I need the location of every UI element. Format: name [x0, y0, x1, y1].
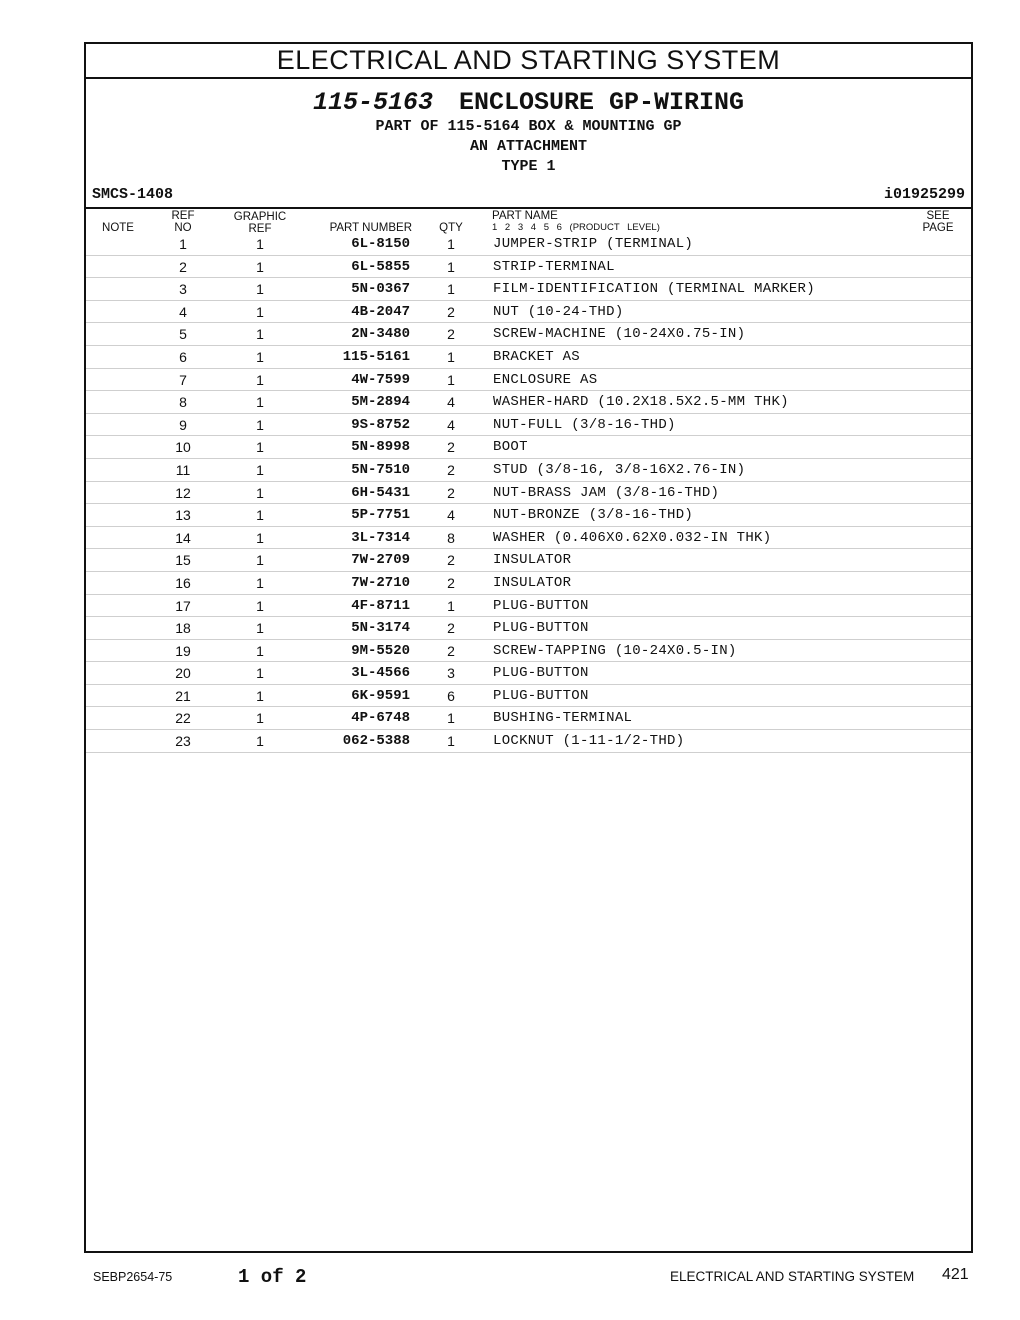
qty-cell: 1 — [447, 281, 455, 298]
table-row — [86, 414, 971, 437]
qty-cell: 2 — [447, 461, 455, 478]
section-title: ELECTRICAL AND STARTING SYSTEM — [86, 44, 971, 79]
part-number-cell: 062-5388 — [342, 733, 410, 750]
graphic-ref-cell: 1 — [256, 326, 264, 343]
footer-doc-id: SEBP2654-75 — [93, 1270, 173, 1284]
part-name-cell: NUT (10-24-THD) — [493, 303, 624, 320]
part-name-cell: WASHER (0.406X0.62X0.032-IN THK) — [493, 529, 772, 546]
graphic-ref-cell: 1 — [256, 597, 264, 614]
group-name: ENCLOSURE GP-WIRING — [458, 88, 745, 117]
part-number-cell: 4F-8711 — [351, 597, 410, 614]
col-see-page: SEE PAGE — [922, 210, 954, 234]
qty-cell: 1 — [447, 348, 455, 365]
graphic-ref-cell: 1 — [256, 258, 264, 275]
part-number-cell: 5P-7751 — [351, 507, 410, 524]
graphic-ref-cell: 1 — [256, 710, 264, 727]
table-row — [86, 256, 971, 279]
graphic-ref-cell: 1 — [256, 733, 264, 750]
graphic-ref-cell: 1 — [256, 394, 264, 411]
ref-no-cell: 23 — [175, 733, 191, 750]
table-row — [86, 617, 971, 640]
header-rule — [86, 207, 971, 209]
part-number-cell: 6K-9591 — [351, 687, 410, 704]
part-number-cell: 5N-3174 — [351, 620, 410, 637]
part-name-cell: PLUG-BUTTON — [493, 687, 589, 704]
qty-cell: 4 — [447, 507, 455, 524]
table-row — [86, 323, 971, 346]
col-part-name: PART NAME 1 2 3 4 5 6 (PRODUCT LEVEL) — [492, 210, 660, 233]
part-number-cell: 2N-3480 — [351, 326, 410, 343]
part-number-cell: 9M-5520 — [351, 642, 410, 659]
ref-no-cell: 17 — [175, 597, 191, 614]
table-row — [86, 730, 971, 753]
part-number-cell: 4P-6748 — [351, 710, 410, 727]
col-note: NOTE — [102, 222, 134, 234]
ref-no-cell: 3 — [179, 281, 187, 298]
graphic-ref-cell: 1 — [256, 439, 264, 456]
ref-no-cell: 14 — [175, 529, 191, 546]
graphic-ref-cell: 1 — [256, 665, 264, 682]
ref-no-cell: 9 — [179, 416, 187, 433]
graphic-ref-cell: 1 — [256, 236, 264, 252]
qty-cell: 1 — [447, 597, 455, 614]
qty-cell: 2 — [447, 642, 455, 659]
qty-cell: 4 — [447, 416, 455, 433]
ref-no-cell: 16 — [175, 574, 191, 591]
ref-no-cell: 1 — [179, 236, 187, 252]
graphic-ref-cell: 1 — [256, 348, 264, 365]
col-graphic-ref: GRAPHIC REF — [233, 211, 287, 235]
graphic-ref-cell: 1 — [256, 552, 264, 569]
graphic-ref-cell: 1 — [256, 303, 264, 320]
part-name-cell: PLUG-BUTTON — [493, 620, 589, 637]
part-name-cell: LOCKNUT (1-11-1/2-THD) — [493, 733, 685, 750]
table-row — [86, 459, 971, 482]
part-number-cell: 7W-2710 — [351, 574, 410, 591]
table-row — [86, 595, 971, 618]
qty-cell: 2 — [447, 552, 455, 569]
part-name-cell: INSULATOR — [493, 552, 572, 569]
part-number-cell: 4W-7599 — [351, 371, 410, 388]
table-row — [86, 346, 971, 369]
footer-section: ELECTRICAL AND STARTING SYSTEM — [670, 1269, 915, 1284]
part-number-cell: 9S-8752 — [351, 416, 410, 433]
ref-no-cell: 13 — [175, 507, 191, 524]
ref-no-cell: 18 — [175, 620, 191, 637]
part-name-cell: SCREW-TAPPING (10-24X0.5-IN) — [493, 642, 737, 659]
qty-cell: 8 — [447, 529, 455, 546]
part-number-cell: 6L-8150 — [351, 236, 410, 252]
col-part-number: PART NUMBER — [329, 222, 412, 234]
graphic-ref-cell: 1 — [256, 529, 264, 546]
ref-no-cell: 20 — [175, 665, 191, 682]
qty-cell: 1 — [447, 733, 455, 750]
part-number-cell: 3L-7314 — [351, 529, 410, 546]
part-of-line: PART OF 115-5164 BOX & MOUNTING GP — [375, 118, 682, 135]
part-name-cell: BUSHING-TERMINAL — [493, 710, 633, 727]
part-number-cell: 5N-0367 — [351, 281, 410, 298]
part-number-cell: 5N-8998 — [351, 439, 410, 456]
graphic-ref-cell: 1 — [256, 620, 264, 637]
part-number-cell: 4B-2047 — [351, 303, 410, 320]
graphic-ref-cell: 1 — [256, 461, 264, 478]
ref-no-cell: 19 — [175, 642, 191, 659]
graphic-ref-cell: 1 — [256, 642, 264, 659]
part-number-cell: 3L-4566 — [351, 665, 410, 682]
qty-cell: 2 — [447, 574, 455, 591]
table-row — [86, 436, 971, 459]
graphic-ref-cell: 1 — [256, 507, 264, 524]
graphic-ref-cell: 1 — [256, 484, 264, 501]
part-name-cell: WASHER-HARD (10.2X18.5X2.5-MM THK) — [493, 394, 789, 411]
part-name-cell: JUMPER-STRIP (TERMINAL) — [493, 236, 694, 252]
qty-cell: 3 — [447, 665, 455, 682]
qty-cell: 1 — [447, 258, 455, 275]
ref-no-cell: 10 — [175, 439, 191, 456]
qty-cell: 2 — [447, 620, 455, 637]
group-title — [86, 88, 971, 118]
part-name-cell: PLUG-BUTTON — [493, 597, 589, 614]
part-name-cell: SCREW-MACHINE (10-24X0.75-IN) — [493, 326, 746, 343]
qty-cell: 2 — [447, 439, 455, 456]
table-row — [86, 482, 971, 505]
group-part-number: 115-5163 — [312, 88, 433, 117]
part-name-cell: STUD (3/8-16, 3/8-16X2.76-IN) — [493, 461, 746, 478]
part-name-cell: ENCLOSURE AS — [493, 371, 598, 388]
part-number-cell: 7W-2709 — [351, 552, 410, 569]
qty-cell: 2 — [447, 484, 455, 501]
part-name-cell: STRIP-TERMINAL — [493, 258, 615, 275]
illustration-id: i01925299 — [883, 186, 965, 203]
qty-cell: 1 — [447, 371, 455, 388]
graphic-ref-cell: 1 — [256, 281, 264, 298]
part-number-cell: 6L-5855 — [351, 258, 410, 275]
footer-page-of: 1 of 2 — [238, 1266, 307, 1288]
part-number-cell: 5N-7510 — [351, 461, 410, 478]
table-row — [86, 549, 971, 572]
footer-page-number: 421 — [942, 1266, 969, 1283]
part-name-cell: PLUG-BUTTON — [493, 665, 589, 682]
ref-no-cell: 8 — [179, 394, 187, 411]
ref-no-cell: 21 — [175, 687, 191, 704]
table-row — [86, 369, 971, 392]
col-qty: QTY — [439, 222, 463, 234]
ref-no-cell: 6 — [179, 348, 187, 365]
qty-cell: 6 — [447, 687, 455, 704]
col-ref-no: REF NO — [171, 210, 195, 234]
graphic-ref-cell: 1 — [256, 687, 264, 704]
part-name-cell: NUT-BRASS JAM (3/8-16-THD) — [493, 484, 720, 501]
graphic-ref-cell: 1 — [256, 371, 264, 388]
attachment-line: AN ATTACHMENT — [469, 138, 588, 155]
part-name-cell: NUT-BRONZE (3/8-16-THD) — [493, 507, 694, 524]
ref-no-cell: 2 — [179, 258, 187, 275]
part-name-cell: NUT-FULL (3/8-16-THD) — [493, 416, 676, 433]
parts-list — [86, 233, 971, 753]
ref-no-cell: 15 — [175, 552, 191, 569]
table-row — [86, 504, 971, 527]
table-row — [86, 233, 971, 256]
type-line: TYPE 1 — [501, 158, 556, 175]
graphic-ref-cell: 1 — [256, 574, 264, 591]
table-row — [86, 662, 971, 685]
qty-cell: 1 — [447, 710, 455, 727]
qty-cell: 2 — [447, 303, 455, 320]
table-row — [86, 572, 971, 595]
ref-no-cell: 7 — [179, 371, 187, 388]
table-row — [86, 640, 971, 663]
page-frame — [84, 42, 973, 1253]
part-name-cell: FILM-IDENTIFICATION (TERMINAL MARKER) — [493, 281, 815, 298]
part-name-cell: BOOT — [493, 439, 528, 456]
table-row — [86, 278, 971, 301]
ref-no-cell: 22 — [175, 710, 191, 727]
table-row — [86, 707, 971, 730]
qty-cell: 2 — [447, 326, 455, 343]
part-number-cell: 115-5161 — [342, 348, 410, 365]
part-number-cell: 5M-2894 — [351, 394, 410, 411]
ref-no-cell: 4 — [179, 303, 187, 320]
part-name-cell: BRACKET AS — [493, 348, 581, 365]
ref-no-cell: 5 — [179, 326, 187, 343]
graphic-ref-cell: 1 — [256, 416, 264, 433]
table-row — [86, 685, 971, 708]
qty-cell: 1 — [447, 236, 455, 252]
qty-cell: 4 — [447, 394, 455, 411]
ref-no-cell: 12 — [175, 484, 191, 501]
part-name-cell: INSULATOR — [493, 574, 572, 591]
ref-no-cell: 11 — [175, 461, 191, 478]
smcs-code: SMCS-1408 — [92, 186, 174, 203]
table-row — [86, 527, 971, 550]
table-row — [86, 301, 971, 324]
part-number-cell: 6H-5431 — [351, 484, 410, 501]
table-row — [86, 391, 971, 414]
